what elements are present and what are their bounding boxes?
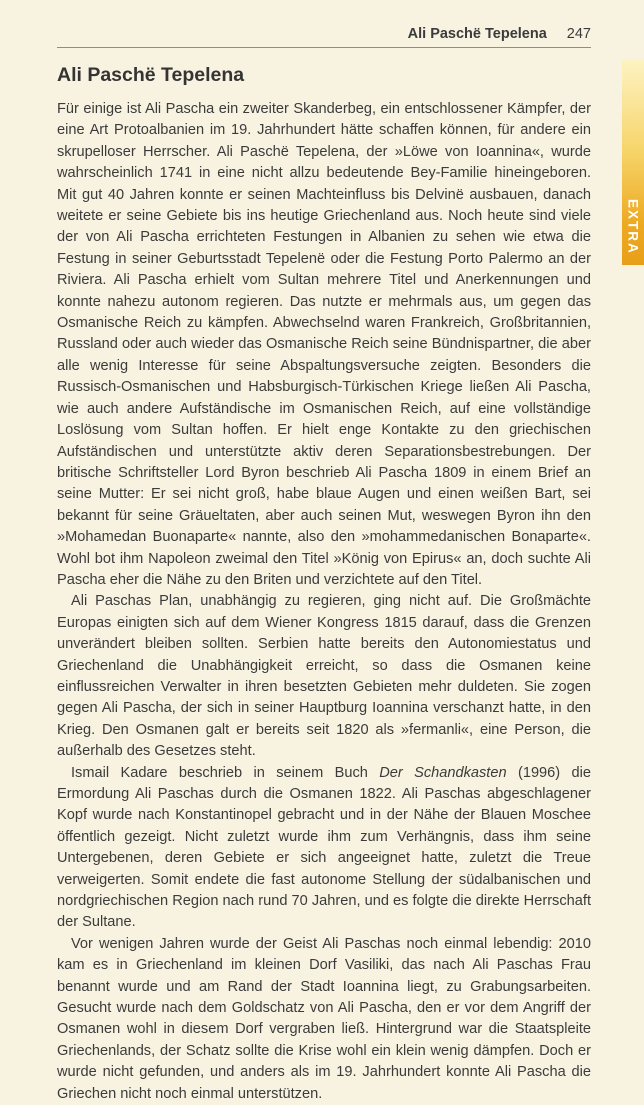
running-head: Ali Paschë Tepelena <box>407 26 547 42</box>
extra-tab-label: EXTRA <box>625 199 641 255</box>
article-title: Ali Paschë Tepelena <box>57 64 245 86</box>
text-run: Vor wenigen Jahren wurde der Geist Ali Paschas noch einmal lebendig: 2010 kam es in Griechenland im kleinen Dorf Vasiliki, das nach Ali Paschas Frau benannt wurde und am Rand der Stadt Ioannina liegt, zu Grabungsarbeiten. Gesucht wurde nach dem Goldschatz von Ali Pascha, den er vor dem Angriff der Osmanen wohl in diesem Dorf vergraben ließ. Hintergrund war die Staatspleite Griechenlands, der Schatz sollte die Krise wohl ein klein wenig dämpfen. Doch er wurde nicht gefunden, und anders als im 19. Jahrhundert konnte Ali Pascha die Griechen nicht noch einmal unterstützen. <box>57 935 591 1102</box>
paragraph <box>57 591 591 762</box>
paragraph <box>57 934 591 1105</box>
book-title-italic: Der Schandkasten <box>379 764 507 781</box>
text-run: Für einige ist Ali Pascha ein zweiter Skanderbeg, ein entschlossener Kämpfer, der eine Art Protoalbanien im 19. Jahrhundert hätte schaffen können, für andere ein skrupelloser Herrscher. Ali Paschë Tepelena, der »Löwe von Ioannina«, wurde wahrscheinlich 1741 in eine nicht allzu bedeutende Bey-Familie hineingeboren. Mit gut 40 Jahren konnte er seinen Machteinfluss bis Delvinë ausbauen, danach weitete er seine Gebiete bis ins heutige Griechenland aus. Noch heute sind viele der von Ali Pascha errichteten Festungen in Albanien zu sehen wie etwa die Festung in seiner Geburtsstadt Tepelenë oder die Festung Porto Palermo an der Riviera. Ali Pascha erhielt vom Sultan mehrere Titel und Anerkennungen und konnte nahezu autonom regieren. Das nutzte er mehrmals aus, um gegen das Osmanische Reich zu kämpfen. Abwechselnd waren Frankreich, Großbritannien, Russland oder auch wieder das Osmanische Reich seine Bündnispartner, die aber alle wenig Interesse für seine Abspaltungsversuche zeigten. Besonders die Russisch-Osmanischen und Habsburgisch-Türkischen Kriege ließen Ali Pascha, wie auch andere Aufständische im Osmanischen Reich, auf eine vollständige Loslösung vom Sultan hoffen. Er hielt enge Kontakte zu den griechischen Aufständischen und unterstützte aktiv deren Separationsbestrebungen. Der britische Schriftsteller Lord Byron beschrieb Ali Pascha 1809 in einem Brief an seine Mutter: Er sei nicht groß, habe blaue Augen und einen weißen Bart, sei bekannt für seine Gräueltaten, aber auch seinen Mut, weswegen Byron ihn den »Mohamedan Buonaparte« nannte, also den »mohammedanischen Bonaparte«. Wohl bot ihm Napoleon zweimal den Titel »König von Epirus« an, doch suchte Ali Pascha eher die Nähe zu den Briten und verzichtete auf den Titel. <box>57 101 591 588</box>
extra-tab <box>622 60 644 265</box>
paragraph <box>57 99 591 591</box>
article-body <box>57 99 591 1105</box>
text-run: Ismail Kadare beschrieb in seinem Buch <box>71 764 380 781</box>
page-number: 247 <box>566 26 591 42</box>
text-run: (1996) die Ermordung Ali Paschas durch die Osmanen 1822. Ali Paschas abgeschlagener Kopf wurde nach Konstantinopel gebracht und in der Nähe der Blauen Moschee öffentlich gezeigt. Nicht zuletzt wurde ihm zum Verhängnis, dass ihm seine Untergebenen, deren Gebiete er sich angeeignet hatte, zuletzt die Treue verweigerten. Somit endete die fast autonome Stellung der südalbanischen und nordgriechischen Region nach rund 70 Jahren, und es folgte die direkte Herrschaft der Sultane. <box>57 764 591 931</box>
page-header <box>57 26 591 48</box>
text-run: Ali Paschas Plan, unabhängig zu regieren, ging nicht auf. Die Großmächte Europas einigten sich auf dem Wiener Kongress 1815 darauf, dass die Grenzen unverändert bleiben sollten. Serbien hatte bereits den Autonomiestatus und Griechenland die Unabhängigkeit erreicht, so dass die Osmanen keine einflussreichen Verwalter in ihren besetzten Gebieten mehr duldeten. Sie zogen gegen Ali Pascha, der sich in seiner Hauptburg Ioannina verschanzt hatte, in den Krieg. Den Osmanen galt er bereits seit 1820 als »fermanli«, eine Person, die außerhalb des Gesetzes steht. <box>57 593 591 760</box>
paragraph <box>57 763 591 934</box>
